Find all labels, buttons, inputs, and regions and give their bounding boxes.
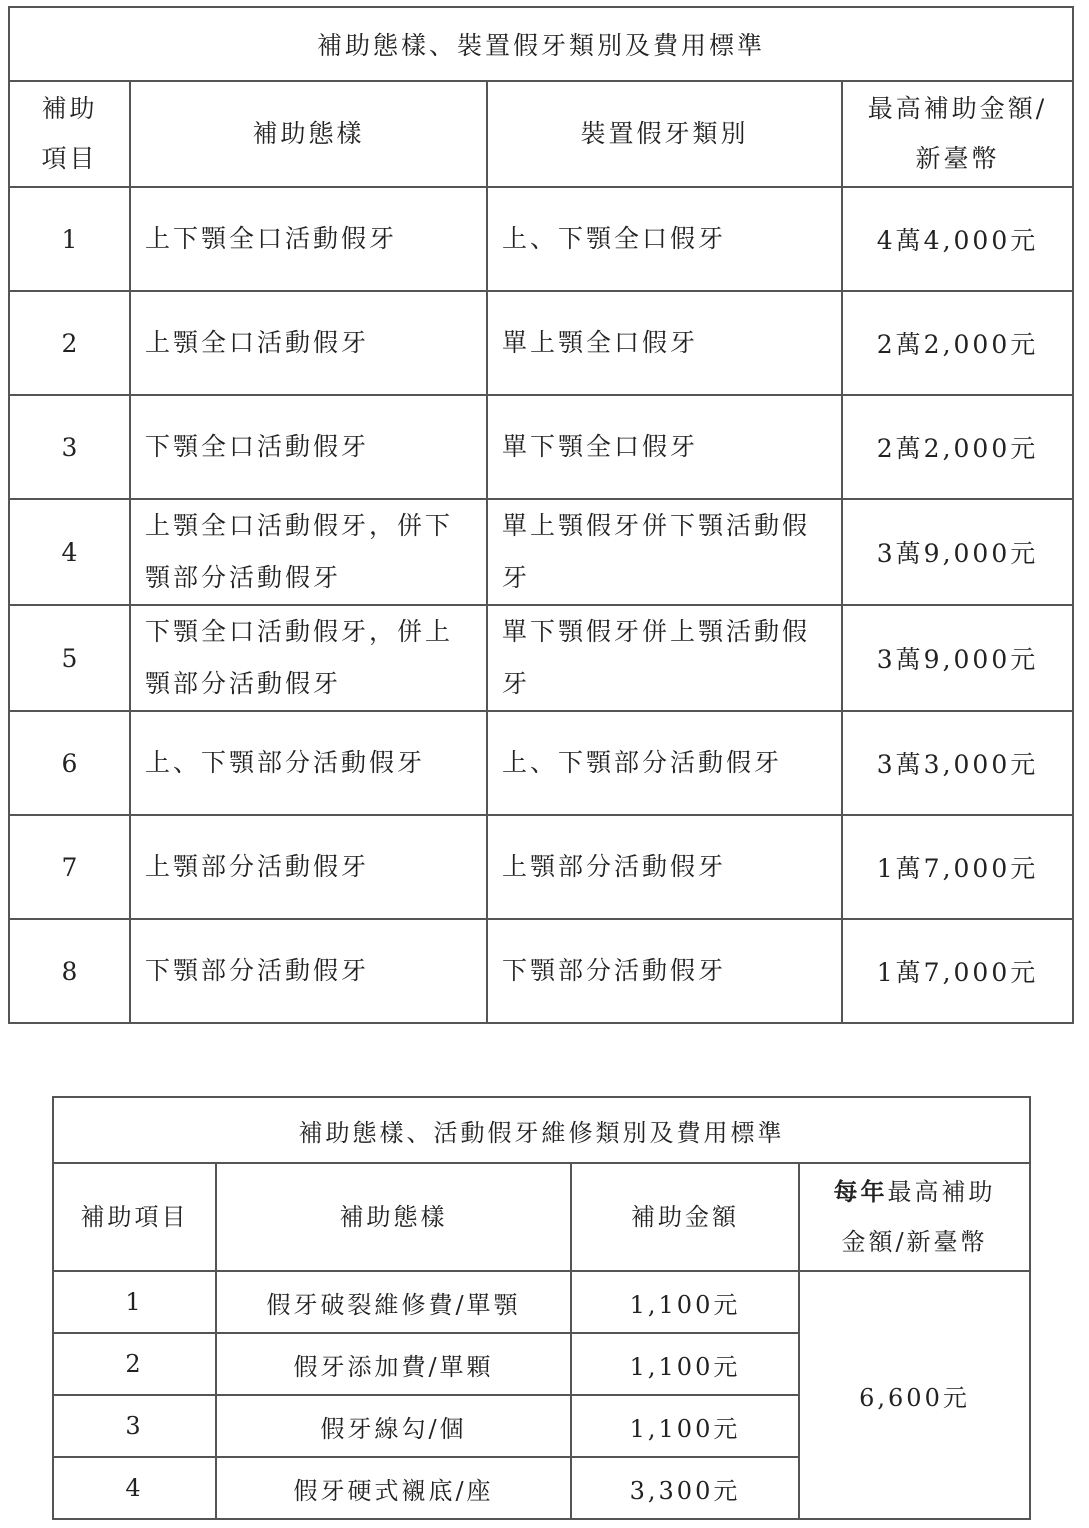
row-category: 上顎部分活動假牙 — [487, 815, 842, 919]
header-amount: 補助金額 — [571, 1163, 799, 1271]
row-category: 下顎部分活動假牙 — [487, 919, 842, 1023]
table-row — [9, 711, 1073, 815]
row-amount: 1,100元 — [571, 1395, 799, 1457]
header-annual-max — [799, 1163, 1030, 1271]
row-amount: 1,100元 — [571, 1271, 799, 1333]
header-type: 補助態樣 — [216, 1163, 571, 1271]
row-type: 假牙硬式襯底/座 — [216, 1457, 571, 1519]
row-type: 假牙添加費/單顆 — [216, 1333, 571, 1395]
row-category: 上、下顎部分活動假牙 — [487, 711, 842, 815]
header-item-line2: 項目 — [41, 144, 98, 173]
row-amount: 1萬7,000元 — [842, 815, 1073, 919]
row-amount: 3萬9,000元 — [842, 605, 1073, 711]
row-number: 2 — [9, 291, 130, 395]
table-row — [9, 605, 1073, 711]
header-annual-line2: 金額/新臺幣 — [841, 1228, 988, 1256]
row-category: 單上顎假牙併下顎活動假牙 — [487, 499, 842, 605]
row-type: 下顎全口活動假牙，併上顎部分活動假牙 — [130, 605, 487, 711]
row-number: 3 — [9, 395, 130, 499]
row-amount: 4萬4,000元 — [842, 187, 1073, 291]
row-amount: 3萬3,000元 — [842, 711, 1073, 815]
row-number: 2 — [53, 1333, 216, 1395]
row-category: 單下顎假牙併上顎活動假牙 — [487, 605, 842, 711]
header-category: 裝置假牙類別 — [487, 81, 842, 187]
header-item — [9, 81, 130, 187]
row-type: 上顎部分活動假牙 — [130, 815, 487, 919]
header-annual-line1 — [800, 1167, 1029, 1217]
repair-subsidy-table — [52, 1096, 1031, 1520]
table-row — [9, 187, 1073, 291]
row-amount: 2萬2,000元 — [842, 291, 1073, 395]
row-type: 上顎全口活動假牙 — [130, 291, 487, 395]
row-type: 下顎全口活動假牙 — [130, 395, 487, 499]
annual-max-amount: 6,600元 — [799, 1271, 1030, 1519]
row-category: 單上顎全口假牙 — [487, 291, 842, 395]
row-number: 4 — [9, 499, 130, 605]
header-amount — [842, 81, 1073, 187]
header-annual-bold: 每年 — [833, 1177, 888, 1206]
row-number: 6 — [9, 711, 130, 815]
row-number: 1 — [9, 187, 130, 291]
header-item: 補助項目 — [53, 1163, 216, 1271]
row-type: 下顎部分活動假牙 — [130, 919, 487, 1023]
header-item-line1: 補助 — [41, 94, 98, 123]
dentures-subsidy-table — [8, 6, 1074, 1024]
row-type: 假牙破裂維修費/單顎 — [216, 1271, 571, 1333]
header-amount-line2: 新臺幣 — [915, 144, 1000, 173]
header-annual-rest: 最高補助 — [887, 1178, 996, 1206]
row-number: 5 — [9, 605, 130, 711]
row-number: 4 — [53, 1457, 216, 1519]
table-row — [53, 1271, 1030, 1333]
row-type: 假牙線勾/個 — [216, 1395, 571, 1457]
row-amount: 1,100元 — [571, 1333, 799, 1395]
row-number: 1 — [53, 1271, 216, 1333]
header-amount-line1: 最高補助金額/ — [867, 94, 1048, 123]
table-title: 補助態樣、活動假牙維修類別及費用標準 — [53, 1097, 1030, 1163]
row-amount: 3萬9,000元 — [842, 499, 1073, 605]
row-type: 上、下顎部分活動假牙 — [130, 711, 487, 815]
table-row — [9, 815, 1073, 919]
table-row — [9, 499, 1073, 605]
row-amount: 1萬7,000元 — [842, 919, 1073, 1023]
header-type: 補助態樣 — [130, 81, 487, 187]
row-type: 上下顎全口活動假牙 — [130, 187, 487, 291]
table-title: 補助態樣、裝置假牙類別及費用標準 — [9, 7, 1073, 81]
row-category: 單下顎全口假牙 — [487, 395, 842, 499]
table-row — [9, 919, 1073, 1023]
row-number: 3 — [53, 1395, 216, 1457]
table-row — [9, 395, 1073, 499]
row-number: 8 — [9, 919, 130, 1023]
row-category: 上、下顎全口假牙 — [487, 187, 842, 291]
row-amount: 3,300元 — [571, 1457, 799, 1519]
table-row — [9, 291, 1073, 395]
row-type: 上顎全口活動假牙，併下顎部分活動假牙 — [130, 499, 487, 605]
row-amount: 2萬2,000元 — [842, 395, 1073, 499]
row-number: 7 — [9, 815, 130, 919]
